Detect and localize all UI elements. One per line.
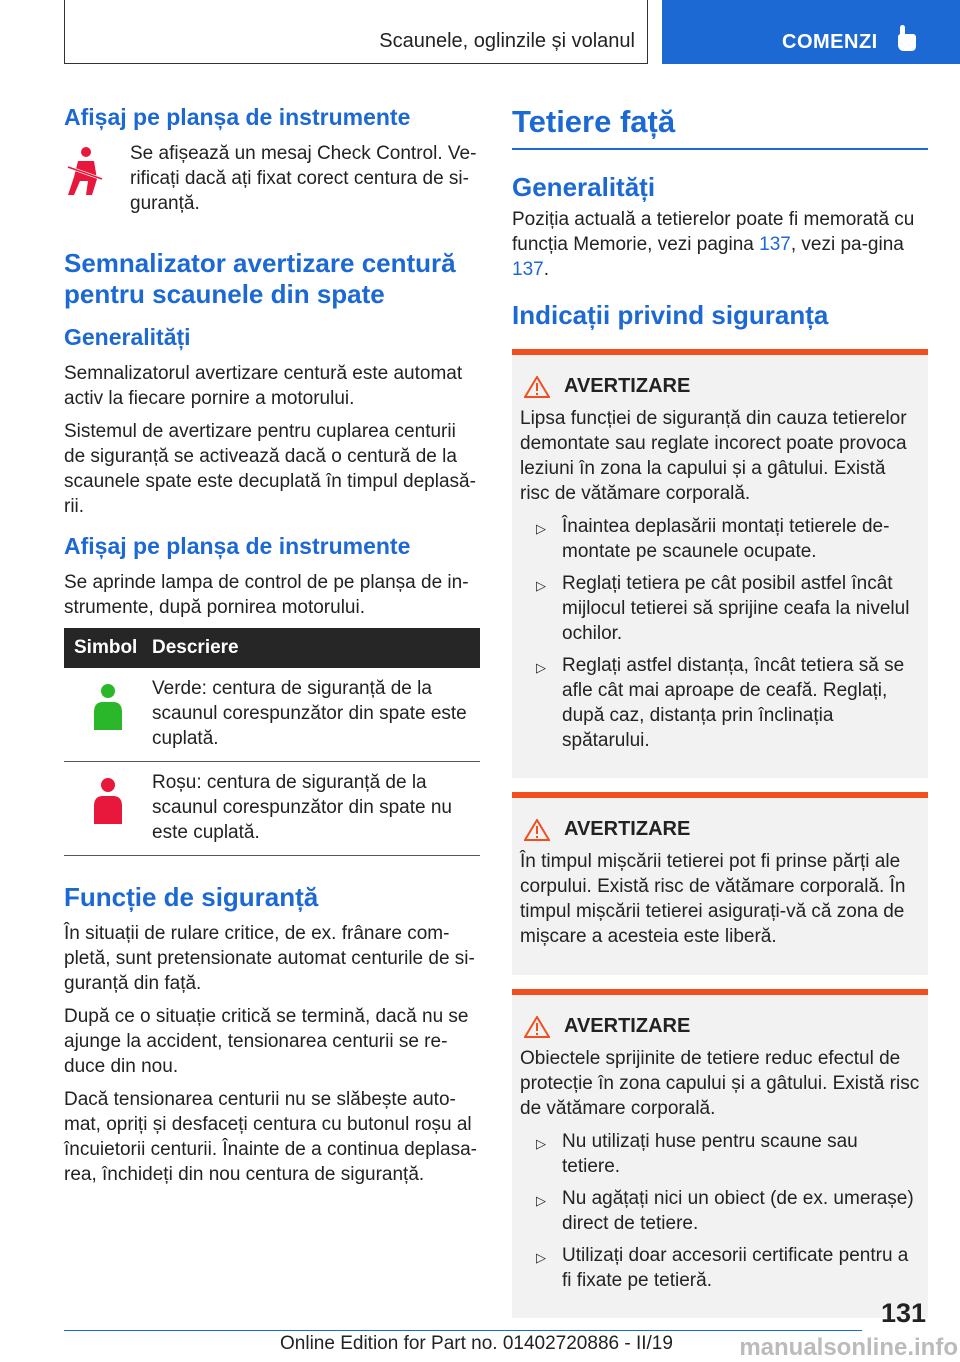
- left-column: [64, 104, 480, 1195]
- page-link-137[interactable]: 137: [759, 234, 791, 255]
- tab-label: COMENZI: [782, 31, 878, 53]
- header-tab-comenzi[interactable]: [662, 0, 960, 64]
- list-item: ▷ Reglați astfel distanța, încât tetiera să se afle cât mai aproape de ceafă. Reglați, după caz, distanța prin înclinația spătarului.: [536, 655, 905, 751]
- page-link-137[interactable]: 137: [512, 259, 544, 280]
- symbol-table: [64, 628, 480, 856]
- table-row: [64, 762, 480, 856]
- tetiere-gen-text: Poziția actuală a tetierelor poate fi memorată cu funcția Memorie, vezi pagina 137, vezi pa-gina 137.: [512, 209, 915, 280]
- table-header-descriere: Descriere: [152, 628, 480, 668]
- watermark: manualsonline.info: [739, 1334, 958, 1361]
- table-cell-red: Roșu: centura de siguranță de la scaunul corespunzător din spate nu este cuplată.: [152, 762, 480, 856]
- gen-paragraph-1: Semnalizatorul avertizare centură este automat activ la fiecare pornire a motorului.: [64, 363, 463, 409]
- functie-paragraph-3: Dacă tensionarea centurii nu se slăbește auto-mat, opriți și desfaceți centura cu butonul roșu al încuietorii centurii. Înainte de a continua deplasa-rea, închideți din nou centura de siguranță.: [64, 1089, 477, 1185]
- header-section-box: [64, 0, 648, 64]
- warning-box-2: [512, 792, 928, 975]
- warning-label: AVERTIZARE: [564, 818, 691, 840]
- list-item: ▷ Reglați tetiera pe cât posibil astfel încât mijlocul tetierei să sprijine ceafa la nivelul ochilor.: [536, 573, 910, 644]
- right-column: [512, 104, 928, 1332]
- table-cell-green: Verde: centura de siguranță de la scaunul corespunzător din spate este cuplată.: [152, 668, 480, 762]
- edition-text: Online Edition for Part no. 01402720886 - II/19: [280, 1333, 673, 1354]
- heading-indicatii: Indicații privind siguranța: [512, 300, 829, 330]
- list-item: ▷ Nu utilizați huse pentru scaune sau tetiere.: [536, 1131, 858, 1177]
- functie-paragraph-2: După ce o situație critică se termină, dacă nu se ajunge la accident, tensionarea centurii se re-duce din nou.: [64, 1006, 469, 1077]
- warning-label: AVERTIZARE: [564, 375, 691, 397]
- heading-generalitati-left: Generalități: [64, 324, 191, 350]
- warning-triangle-icon: [524, 1016, 550, 1038]
- list-item: ▷ Utilizați doar accesorii certificate pentru a fi fixate pe tetieră.: [536, 1245, 909, 1291]
- green-seatbelt-indicator-icon: [91, 682, 125, 732]
- afisaj-2-text: Se aprinde lampa de control de pe planșa de in-strumente, după pornirea motorului.: [64, 572, 469, 618]
- heading-afisaj-2: Afișaj pe planșa de instrumente: [64, 533, 411, 559]
- heading-semnalizator: Semnalizator avertizare centură pentru scaunele din spate: [64, 248, 456, 309]
- heading-generalitati-right: Generalități: [512, 172, 656, 202]
- warning-triangle-icon: [524, 819, 550, 841]
- warning-box-3: [512, 989, 928, 1318]
- functie-paragraph-1: În situații de rulare critice, de ex. frânare com-pletă, sunt pretensionate automat centurile de si-guranță din față.: [64, 923, 475, 994]
- warning-box-1: [512, 349, 928, 778]
- warning-2-text: În timpul mișcării tetierei pot fi prinse părți ale corpului. Există risc de vătămare corporală. În timpul mișcării tetierei asigurați-vă că zona de mișcare a acesteia este liberă.: [520, 851, 906, 947]
- table-row: [64, 668, 480, 762]
- afisaj-1-text: Se afișează un mesaj Check Control. Ve-rificați dacă ați fixat corect centura de si-guranță.: [130, 143, 477, 214]
- gen-paragraph-2: Sistemul de avertizare pentru cuplarea centurii de siguranță se activează dacă o centură de la scaunele spate este decuplată în timpul deplasă-rii.: [64, 421, 476, 517]
- pointing-hand-icon: [896, 24, 918, 52]
- warning-1-text: Lipsa funcției de siguranță din cauza tetierelor demontate sau reglate incorect poate provoca leziuni în zona la capului și a gâtului. Există risc de vătămare corporală.: [520, 408, 907, 504]
- warning-3-text: Obiectele sprijinite de tetiere reduc efectul de protecție în zona capului și a gâtului. Există risc de vătămare corporală.: [520, 1048, 920, 1119]
- list-item: ▷ Nu agățați nici un obiect (de ex. umerașe) direct de tetiere.: [536, 1188, 914, 1234]
- red-seatbelt-indicator-icon: [91, 776, 125, 826]
- footer-divider: [64, 1330, 862, 1331]
- heading-afisaj-1: Afișaj pe planșa de instrumente: [64, 104, 411, 130]
- warning-label: AVERTIZARE: [564, 1015, 691, 1037]
- heading-tetiere: Tetiere față: [512, 104, 928, 150]
- section-title: Scaunele, oglinzile și volanul: [379, 30, 635, 52]
- list-item: ▷ Înaintea deplasării montați tetierele de-montate pe scaunele ocupate.: [536, 516, 890, 562]
- heading-functie: Funcție de siguranță: [64, 882, 319, 912]
- page-number: 131: [880, 1298, 926, 1328]
- afisaj-1-row: [64, 141, 480, 224]
- seatbelt-warning-icon: [64, 145, 106, 197]
- warning-triangle-icon: [524, 376, 550, 398]
- table-header-simbol: Simbol: [64, 628, 152, 668]
